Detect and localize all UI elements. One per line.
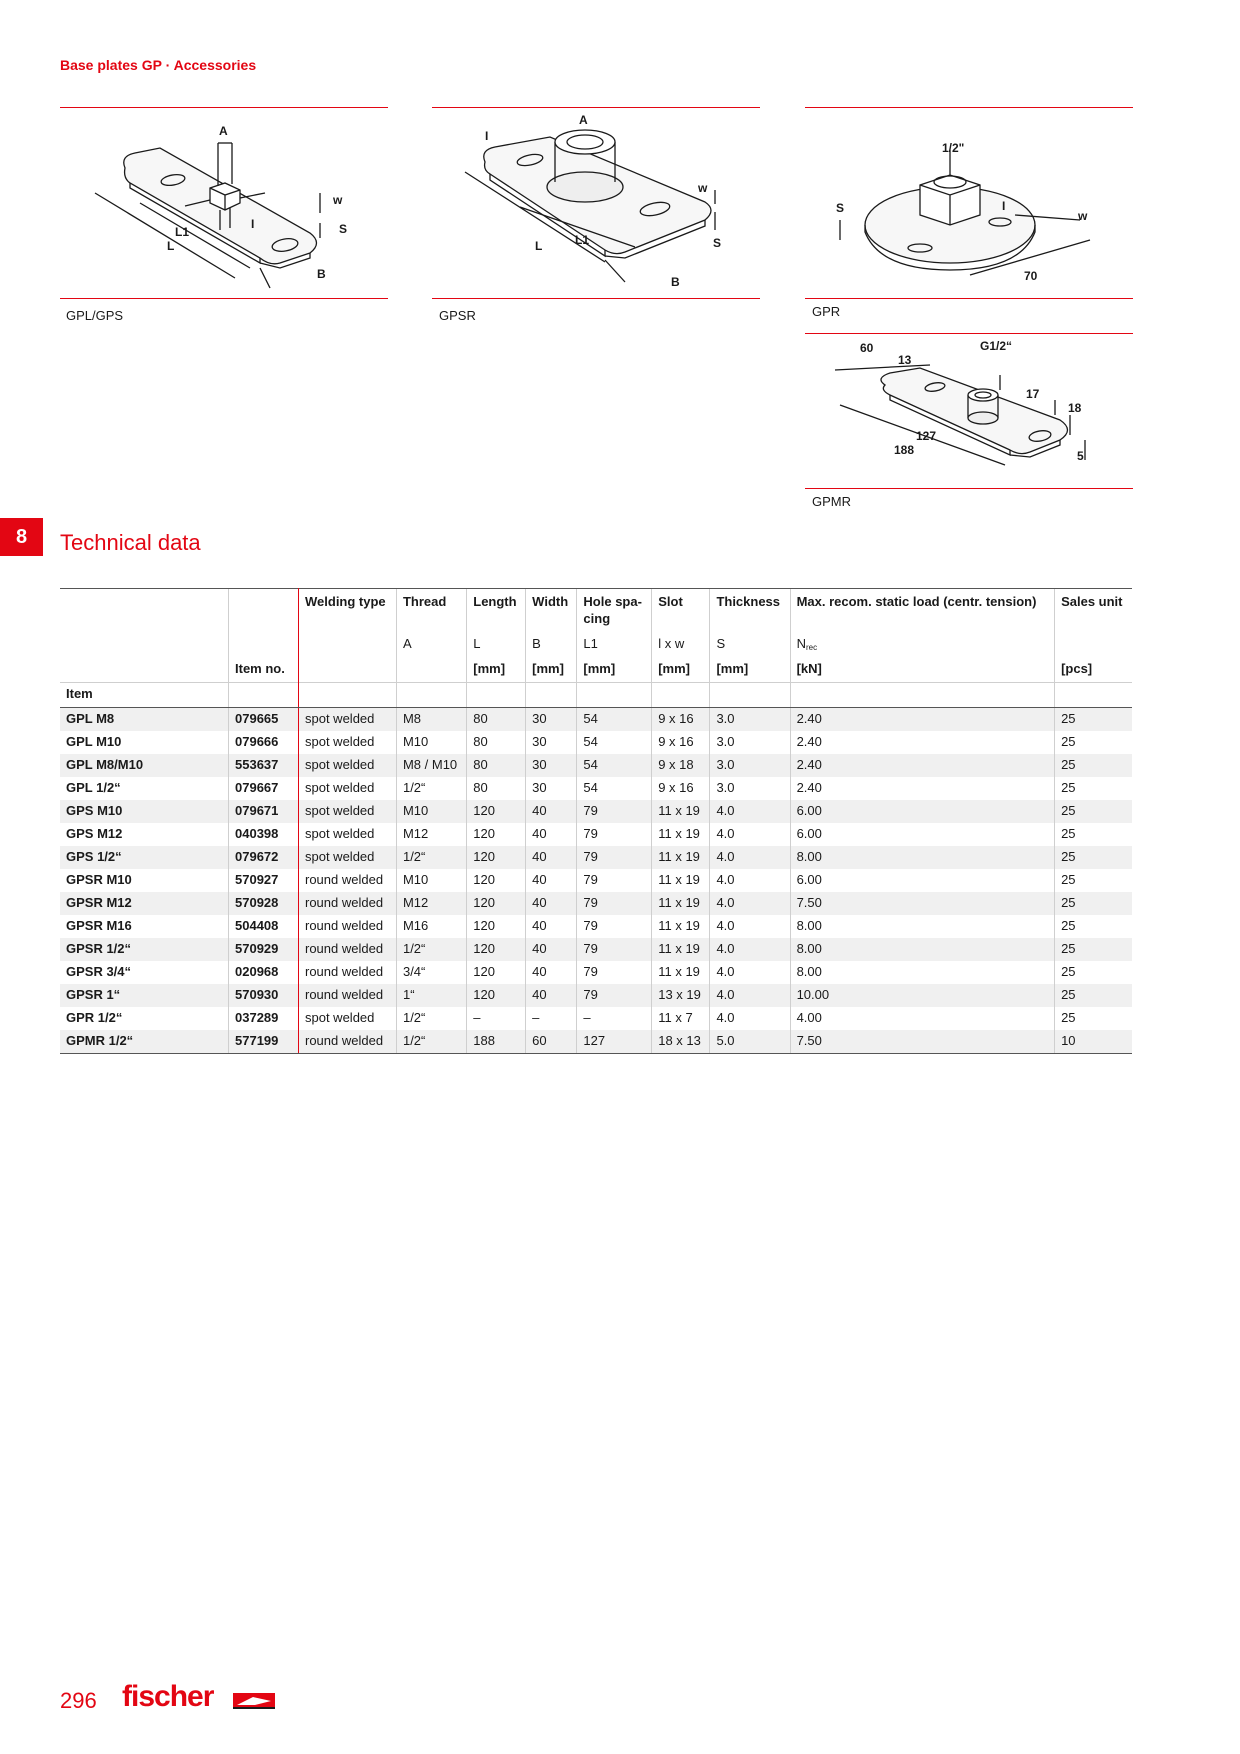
table-cell: 79 [577, 800, 652, 823]
dim-label: G1/2“ [980, 340, 1013, 353]
table-row [60, 708, 1132, 732]
dim-label: S [339, 222, 348, 236]
header-thickness: Thickness [710, 589, 790, 632]
table-cell: 079672 [229, 846, 299, 869]
table-cell: 40 [526, 915, 577, 938]
table-cell: 9 x 16 [652, 777, 710, 800]
table-cell: 5.0 [710, 1030, 790, 1054]
table-row [60, 731, 1132, 754]
table-cell: 18 x 13 [652, 1030, 710, 1054]
table-cell: 40 [526, 984, 577, 1007]
unit-sales: [pcs] [1055, 658, 1132, 683]
table-cell: GPSR 1“ [60, 984, 229, 1007]
table-cell: GPSR M12 [60, 892, 229, 915]
table-cell: 25 [1055, 961, 1132, 984]
dim-label: 18 [1068, 401, 1082, 415]
table-cell: 25 [1055, 1007, 1132, 1030]
table-cell: round welded [299, 892, 397, 915]
table-row [60, 754, 1132, 777]
table-cell: 3/4“ [396, 961, 466, 984]
table-cell: 79 [577, 846, 652, 869]
table-cell: 4.0 [710, 915, 790, 938]
table-cell: 8.00 [790, 961, 1055, 984]
table-cell: GPSR M10 [66, 872, 132, 887]
dim-label: 13 [898, 353, 912, 367]
header-slot: Slot [652, 589, 710, 632]
table-cell: 79 [577, 869, 652, 892]
dim-label: I [485, 129, 489, 143]
table-cell: GPSR 1/2“ [60, 938, 229, 961]
table-cell: 80 [467, 754, 526, 777]
table-cell: 4.0 [710, 984, 790, 1007]
table-item-row [60, 683, 1132, 708]
table-cell: 1/2“ [396, 1030, 466, 1054]
table-cell: 80 [467, 777, 526, 800]
table-cell: 80 [467, 731, 526, 754]
table-cell: 10 [1055, 1030, 1132, 1054]
table-cell: 4.0 [710, 800, 790, 823]
table-cell: M10 [396, 869, 466, 892]
gpsr-drawing [455, 112, 740, 292]
table-cell: 079665 [229, 708, 299, 732]
table-cell: M8 [396, 708, 466, 732]
table-cell: 7.50 [790, 892, 1055, 915]
table-cell: 11 x 19 [652, 892, 710, 915]
table-cell: 4.00 [790, 1007, 1055, 1030]
table-cell: 54 [577, 754, 652, 777]
table-cell: spot welded [299, 731, 397, 754]
table-cell: 4.0 [710, 846, 790, 869]
table-cell: 040398 [229, 823, 299, 846]
dim-label: B [671, 275, 680, 289]
symbol-width: B [526, 631, 577, 658]
divider [60, 107, 388, 108]
table-cell: 11 x 7 [652, 1007, 710, 1030]
dim-label: 60 [860, 341, 874, 355]
table-cell: 11 x 19 [652, 961, 710, 984]
header-welding: Welding type [299, 589, 397, 632]
header-item-no: Item no. [229, 658, 299, 683]
chapter-tab: 8 [0, 518, 43, 556]
table-cell: spot welded [299, 823, 397, 846]
table-cell: GPL M10 [66, 734, 122, 749]
table-row [60, 1030, 1132, 1054]
dim-label: A [219, 124, 228, 138]
table-cell: 4.0 [710, 961, 790, 984]
gpl-gps-drawing [85, 118, 365, 293]
table-cell: 6.00 [790, 823, 1055, 846]
table-row [60, 938, 1132, 961]
page-number: 296 [60, 1688, 97, 1713]
symbol-thread: A [396, 631, 466, 658]
table-cell: 4.0 [710, 892, 790, 915]
table-cell: 25 [1055, 984, 1132, 1007]
table-cell: 1/2“ [396, 1007, 466, 1030]
header-sales: Sales unit [1055, 589, 1132, 632]
dim-label: 127 [916, 429, 937, 443]
table-cell: 25 [1055, 869, 1132, 892]
table-cell: 25 [1055, 777, 1132, 800]
dim-label: w [698, 181, 708, 195]
table-cell: 120 [467, 961, 526, 984]
table-cell: 037289 [229, 1007, 299, 1030]
brand-logo: fischer [122, 1680, 214, 1713]
table-cell: 25 [1055, 846, 1132, 869]
divider [60, 298, 388, 299]
table-row [60, 984, 1132, 1007]
unit-hole: [mm] [577, 658, 652, 683]
table-cell: 079667 [229, 777, 299, 800]
table-cell: GPMR 1/2“ [60, 1030, 229, 1054]
table-cell: round welded [299, 938, 397, 961]
table-cell: 10.00 [790, 984, 1055, 1007]
table-cell: 25 [1055, 892, 1132, 915]
table-cell: – [526, 1007, 577, 1030]
table-cell: – [467, 1007, 526, 1030]
table-cell: 25 [1055, 708, 1132, 732]
table-row [60, 1007, 1132, 1030]
table-cell: GPL M8 [60, 708, 229, 732]
divider [805, 488, 1133, 489]
table-cell: 1/2“ [396, 846, 466, 869]
unit-length: [mm] [467, 658, 526, 683]
table-unit-row [60, 658, 1132, 683]
divider [805, 333, 1133, 334]
table-row [60, 915, 1132, 938]
table-cell: 79 [577, 938, 652, 961]
table-cell: 9 x 18 [652, 754, 710, 777]
dim-label: L1 [175, 225, 190, 239]
section-title: Technical data [60, 530, 201, 555]
symbol-thickness: S [710, 631, 790, 658]
dim-label: S [713, 236, 722, 250]
table-cell: 120 [467, 869, 526, 892]
table-cell: 11 x 19 [652, 938, 710, 961]
table-cell: 6.00 [790, 800, 1055, 823]
table-row [60, 777, 1132, 800]
table-cell: 40 [526, 823, 577, 846]
table-cell: 570929 [229, 938, 299, 961]
table-cell: GPSR M16 [66, 918, 132, 933]
symbol-length: L [467, 631, 526, 658]
table-cell: spot welded [299, 754, 397, 777]
table-cell: 40 [526, 892, 577, 915]
table-cell: 553637 [229, 754, 299, 777]
technical-data-table [60, 588, 1132, 1054]
table-cell: 30 [526, 754, 577, 777]
dim-label: L [535, 239, 543, 253]
table-cell: GPL M8/M10 [60, 754, 229, 777]
figure-caption: GPR [812, 304, 841, 319]
table-cell: M16 [396, 915, 466, 938]
table-header-row [60, 589, 1132, 632]
table-cell: 25 [1055, 731, 1132, 754]
symbol-hole: L1 [577, 631, 652, 658]
table-cell: 6.00 [790, 869, 1055, 892]
table-cell: 9 x 16 [652, 708, 710, 732]
dim-label: 17 [1026, 387, 1040, 401]
table-row [60, 961, 1132, 984]
table-cell: 3.0 [710, 731, 790, 754]
figure-caption: GPMR [812, 494, 851, 509]
table-cell: 4.0 [710, 938, 790, 961]
table-cell: 1/2“ [396, 938, 466, 961]
table-cell: 11 x 19 [652, 823, 710, 846]
table-cell: 188 [467, 1030, 526, 1054]
table-cell: round welded [299, 961, 397, 984]
table-cell: 577199 [229, 1030, 299, 1054]
table-cell: round welded [299, 915, 397, 938]
table-cell: 120 [467, 892, 526, 915]
table-cell: 570928 [229, 892, 299, 915]
table-cell: spot welded [299, 777, 397, 800]
table-cell: 80 [467, 708, 526, 732]
table-cell: 4.0 [710, 869, 790, 892]
table-row [60, 823, 1132, 846]
table-cell: 3.0 [710, 777, 790, 800]
symbol-load: $N_{rec}$ [790, 631, 1055, 658]
dim-label: w [1078, 209, 1088, 223]
table-cell: GPR 1/2“ [66, 1010, 123, 1025]
table-cell: 4.0 [710, 1007, 790, 1030]
dim-label: L1 [575, 233, 590, 247]
divider [805, 107, 1133, 108]
table-cell: 11 x 19 [652, 800, 710, 823]
unit-thickness: [mm] [710, 658, 790, 683]
divider [432, 107, 760, 108]
unit-slot: [mm] [652, 658, 710, 683]
table-cell: 25 [1055, 754, 1132, 777]
table-cell: 2.40 [790, 731, 1055, 754]
table-cell: 120 [467, 800, 526, 823]
divider [432, 298, 760, 299]
table-cell: M10 [396, 800, 466, 823]
table-cell: M12 [396, 823, 466, 846]
table-cell: 7.50 [790, 1030, 1055, 1054]
table-cell: 13 x 19 [652, 984, 710, 1007]
table-cell: 40 [526, 961, 577, 984]
table-cell: 1“ [396, 984, 466, 1007]
table-cell: 504408 [229, 915, 299, 938]
dim-label: 5 [1077, 449, 1084, 463]
table-cell: 60 [526, 1030, 577, 1054]
table-cell: 40 [526, 869, 577, 892]
table-cell: 2.40 [790, 754, 1055, 777]
table-cell: 25 [1055, 938, 1132, 961]
dim-label: I [251, 217, 255, 231]
table-cell: 79 [577, 823, 652, 846]
table-cell: M12 [396, 892, 466, 915]
table-cell: GPSR 3/4“ [66, 964, 132, 979]
table-row [60, 869, 1132, 892]
table-cell: M8 / M10 [396, 754, 466, 777]
table-cell: 120 [467, 915, 526, 938]
table-cell: 079671 [229, 800, 299, 823]
breadcrumb: Base plates GP · Accessories [60, 57, 257, 73]
dim-label: I [1002, 199, 1006, 213]
header-length: Length [467, 589, 526, 632]
table-cell: GPS M10 [60, 800, 229, 823]
table-cell: 79 [577, 984, 652, 1007]
table-cell: spot welded [299, 708, 397, 732]
table-cell: spot welded [299, 800, 397, 823]
table-cell: round welded [299, 869, 397, 892]
header-hole: Hole spa- cing [577, 589, 652, 632]
table-cell: 8.00 [790, 915, 1055, 938]
dim-label: 70 [1024, 269, 1038, 283]
table-row [60, 846, 1132, 869]
table-cell: M10 [396, 731, 466, 754]
figure-caption: GPSR [439, 308, 476, 323]
table-cell: 30 [526, 708, 577, 732]
dim-label: 1/2" [942, 141, 965, 155]
dim-label: A [579, 113, 588, 127]
gpmr-drawing [830, 340, 1120, 480]
table-cell: GPL 1/2“ [66, 780, 121, 795]
dim-label: w [333, 193, 343, 207]
table-cell: 54 [577, 708, 652, 732]
table-row [60, 892, 1132, 915]
table-cell: 120 [467, 984, 526, 1007]
table-cell: 4.0 [710, 823, 790, 846]
table-cell: 8.00 [790, 846, 1055, 869]
dim-label: 188 [894, 443, 915, 457]
table-symbol-row [60, 631, 1132, 658]
header-width: Width [526, 589, 577, 632]
table-cell: 8.00 [790, 938, 1055, 961]
table-cell: 40 [526, 800, 577, 823]
header-item: Item [60, 683, 229, 708]
table-cell: 570930 [229, 984, 299, 1007]
unit-load: [kN] [790, 658, 1055, 683]
table-cell: 3.0 [710, 708, 790, 732]
table-cell: 54 [577, 777, 652, 800]
table-cell: 11 x 19 [652, 846, 710, 869]
table-cell: 120 [467, 938, 526, 961]
table-cell: 79 [577, 961, 652, 984]
gpr-drawing [830, 130, 1110, 290]
header-load: Max. recom. static load (centr. tension) [790, 589, 1055, 632]
table-row [60, 800, 1132, 823]
table-cell: 2.40 [790, 708, 1055, 732]
table-cell: 120 [467, 823, 526, 846]
table-cell: 30 [526, 731, 577, 754]
table-cell: 020968 [229, 961, 299, 984]
brand-mark-icon [233, 1693, 275, 1714]
table-cell: 9 x 16 [652, 731, 710, 754]
table-cell: 54 [577, 731, 652, 754]
figure-caption: GPL/GPS [66, 308, 124, 323]
table-cell: 25 [1055, 915, 1132, 938]
table-cell: GPS 1/2“ [60, 846, 229, 869]
table-cell: 1/2“ [396, 777, 466, 800]
divider [805, 298, 1133, 299]
dim-label: L [167, 239, 175, 253]
table-cell: 40 [526, 846, 577, 869]
table-cell: – [577, 1007, 652, 1030]
symbol-slot: l x w [652, 631, 710, 658]
table-cell: 127 [577, 1030, 652, 1054]
table-cell: 79 [577, 892, 652, 915]
table-cell: 079666 [229, 731, 299, 754]
table-cell: 3.0 [710, 754, 790, 777]
table-cell: 570927 [229, 869, 299, 892]
table-cell: 79 [577, 915, 652, 938]
table-cell: 11 x 19 [652, 869, 710, 892]
dim-label: B [317, 267, 326, 281]
header-thread: Thread [396, 589, 466, 632]
dim-label: S [836, 201, 845, 215]
table-cell: 40 [526, 938, 577, 961]
table-cell: spot welded [299, 1007, 397, 1030]
table-cell: GPS M12 [66, 826, 123, 841]
unit-width: [mm] [526, 658, 577, 683]
table-cell: 30 [526, 777, 577, 800]
table-cell: 25 [1055, 800, 1132, 823]
table-cell: round welded [299, 1030, 397, 1054]
table-cell: spot welded [299, 846, 397, 869]
table-cell: round welded [299, 984, 397, 1007]
table-cell: 11 x 19 [652, 915, 710, 938]
table-cell: 120 [467, 846, 526, 869]
table-cell: 2.40 [790, 777, 1055, 800]
table-cell: 25 [1055, 823, 1132, 846]
